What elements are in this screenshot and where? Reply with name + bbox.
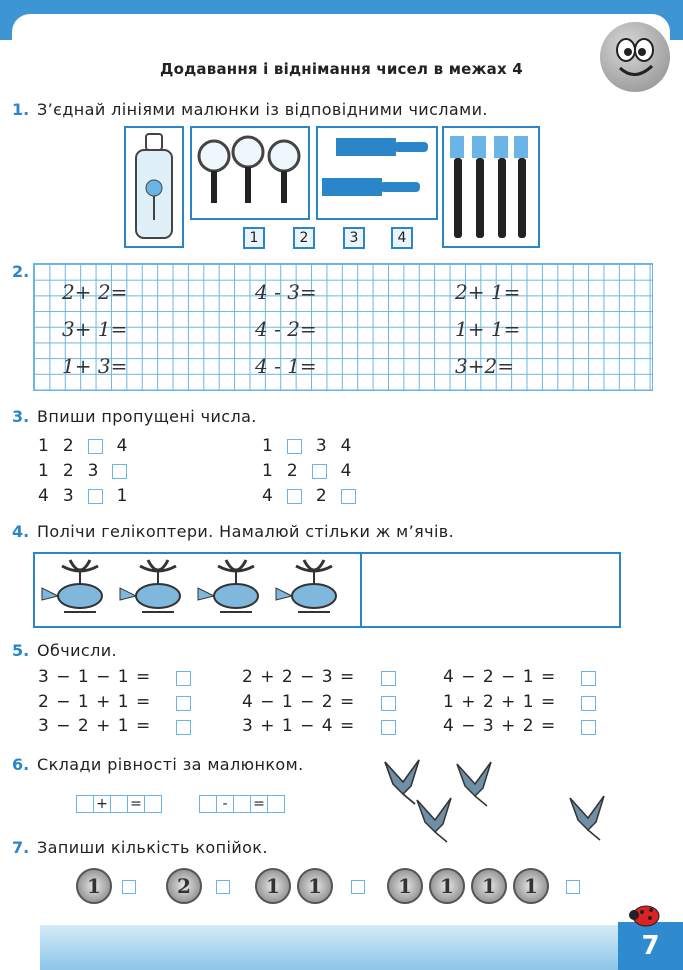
answer-box[interactable]	[176, 720, 191, 735]
coin-icon: 1	[297, 868, 333, 904]
magnifiers-picture[interactable]	[190, 126, 310, 220]
handwritten-example: 2+ 1=	[455, 280, 521, 304]
answer-box[interactable]	[341, 489, 356, 504]
coin-icon: 2	[166, 868, 202, 904]
answer-box[interactable]	[581, 720, 596, 735]
answer-box[interactable]	[351, 880, 365, 894]
smiley-icon	[600, 22, 670, 92]
coin-icon: 1	[255, 868, 291, 904]
number-sequence: 1 2 4	[38, 436, 128, 456]
handwritten-example: 2+ 2=	[62, 280, 128, 304]
coin-icon: 1	[429, 868, 465, 904]
page-title: Додавання і віднімання чисел в межах 4	[160, 60, 523, 78]
math-example: 4 − 2 − 1 =	[443, 667, 557, 687]
task-number: 6.	[12, 755, 30, 774]
answer-box[interactable]	[176, 671, 191, 686]
answer-box[interactable]	[88, 439, 103, 454]
number-sequence: 4 2	[262, 486, 356, 506]
coin-icon: 1	[76, 868, 112, 904]
task-text: З’єднай лініями малюнки із відповідними числами.	[37, 100, 488, 119]
answer-box[interactable]	[381, 720, 396, 735]
task-text: Полічи гелікоптери. Намалюй стільки ж м’ячів.	[37, 522, 455, 541]
birds-icon	[375, 752, 615, 847]
handwritten-example: 3+2=	[455, 354, 514, 378]
number-box[interactable]: 2	[293, 227, 315, 249]
math-example: 3 − 1 − 1 =	[38, 667, 152, 687]
answer-box[interactable]	[581, 696, 596, 711]
helicopters-icon	[40, 556, 360, 622]
math-example: 3 + 1 − 4 =	[242, 716, 356, 736]
task-number: 1.	[12, 100, 30, 119]
answer-box[interactable]	[112, 464, 127, 479]
page-number: 7	[618, 922, 683, 970]
number-sequence: 1 2 4	[262, 461, 352, 481]
answer-box[interactable]	[566, 880, 580, 894]
task-number: 4.	[12, 522, 30, 541]
coin-icon: 1	[513, 868, 549, 904]
task-number: 7.	[12, 838, 30, 857]
handwritten-example: 3+ 1=	[62, 317, 128, 341]
task-text: Запиши кількість копійок.	[37, 838, 268, 857]
number-sequence: 4 3 1	[38, 486, 128, 506]
answer-box[interactable]	[88, 489, 103, 504]
answer-box[interactable]	[122, 880, 136, 894]
number-sequence: 1 2 3	[38, 461, 127, 481]
math-example: 1 + 2 + 1 =	[443, 692, 557, 712]
coin-icon: 1	[387, 868, 423, 904]
handwritten-example: 1+ 3=	[62, 354, 128, 378]
math-example: 2 − 1 + 1 =	[38, 692, 152, 712]
answer-box[interactable]	[381, 696, 396, 711]
number-box[interactable]: 1	[243, 227, 265, 249]
equation-boxes[interactable]: + =	[76, 795, 162, 813]
answer-box[interactable]	[381, 671, 396, 686]
handwritten-example: 4 - 2=	[255, 317, 317, 341]
task-number: 2.	[12, 262, 30, 281]
answer-box[interactable]	[287, 489, 302, 504]
handwritten-example: 1+ 1=	[455, 317, 521, 341]
answer-box[interactable]	[176, 696, 191, 711]
handwritten-example: 4 - 3=	[255, 280, 317, 304]
number-sequence: 1 3 4	[262, 436, 352, 456]
shampoo-picture[interactable]	[124, 126, 184, 248]
answer-box[interactable]	[581, 671, 596, 686]
math-example: 3 − 2 + 1 =	[38, 716, 152, 736]
math-example: 2 + 2 − 3 =	[242, 667, 356, 687]
number-box[interactable]: 3	[343, 227, 365, 249]
math-example: 4 − 1 − 2 =	[242, 692, 356, 712]
coin-icon: 1	[471, 868, 507, 904]
task-text: Склади рівності за малюнком.	[37, 755, 304, 774]
task-text: Впиши пропущені числа.	[37, 407, 257, 426]
task-number: 3.	[12, 407, 30, 426]
math-example: 4 − 3 + 2 =	[443, 716, 557, 736]
answer-box[interactable]	[312, 464, 327, 479]
bottom-band	[40, 925, 683, 970]
task-text: Обчисли.	[37, 641, 118, 660]
answer-box[interactable]	[216, 880, 230, 894]
handwritten-example: 4 - 1=	[255, 354, 317, 378]
answer-box[interactable]	[287, 439, 302, 454]
toothbrushes-picture[interactable]	[442, 126, 540, 248]
task-number: 5.	[12, 641, 30, 660]
box-divider	[360, 552, 362, 626]
equation-boxes[interactable]: - =	[199, 795, 285, 813]
combs-picture[interactable]	[316, 126, 438, 220]
number-box[interactable]: 4	[391, 227, 413, 249]
ladybug-icon	[628, 902, 662, 928]
